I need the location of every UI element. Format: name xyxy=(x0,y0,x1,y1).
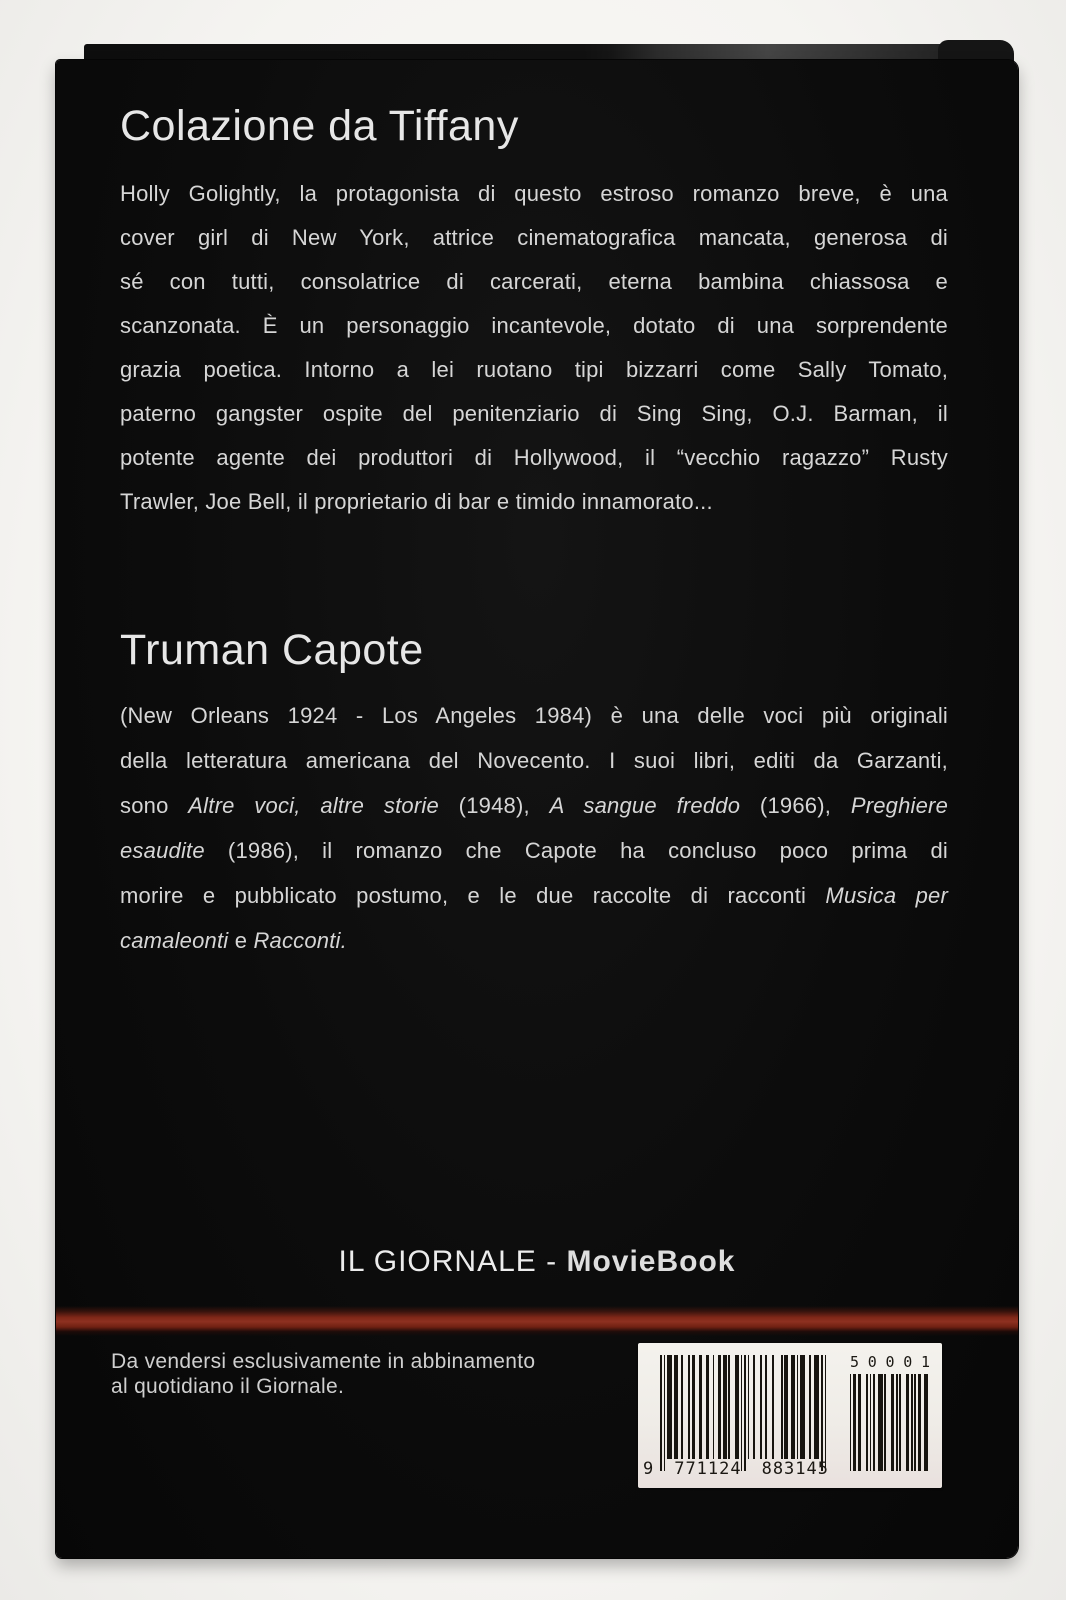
barcode-module xyxy=(926,1374,928,1471)
ean13-barcode xyxy=(643,1355,829,1480)
text-line: sono Altre voci, altre storie (1948), A sangue freddo (1966), Preghiere xyxy=(120,793,949,818)
synopsis-paragraph xyxy=(120,172,948,524)
ean13-first-digit: 9 xyxy=(643,1459,655,1479)
ean13-left-group: 771124 xyxy=(674,1459,742,1479)
imprint-separator: - xyxy=(546,1245,558,1278)
addon-bars xyxy=(848,1374,932,1471)
ean13-right-group: 883145 xyxy=(761,1459,829,1479)
addon-digits xyxy=(848,1353,932,1371)
text-line: camaleonti e Racconti. xyxy=(120,928,347,953)
addon-barcode xyxy=(848,1353,932,1471)
text-line: paterno gangster ospite del penitenziario di Sing Sing, O.J. Barman, il xyxy=(120,401,948,426)
author-bio-paragraph xyxy=(120,693,948,963)
barcode-label xyxy=(638,1343,942,1488)
series-name: MovieBook xyxy=(566,1245,736,1278)
text-line: Da vendersi esclusivamente in abbinamento xyxy=(111,1350,536,1373)
text-line: cover girl di New York, attrice cinematografica mancata, generosa di xyxy=(120,225,948,250)
text-line: grazia poetica. Intorno a lei ruotano tipi bizzarri come Sally Tomato, xyxy=(120,357,948,382)
addon-digit: 0 xyxy=(903,1353,913,1371)
publisher-imprint-line xyxy=(56,1245,1018,1279)
text-line: morire e pubblicato postumo, e le due raccolte di racconti Musica per xyxy=(120,883,949,908)
book-back-cover xyxy=(56,60,1018,1558)
addon-digit: 5 xyxy=(850,1353,860,1371)
text-line: potente agente dei produttori di Hollywood, il “vecchio ragazzo” Rusty xyxy=(120,445,948,470)
accent-stripe xyxy=(56,1306,1018,1336)
sale-notice xyxy=(111,1349,535,1399)
publisher-name: IL GIORNALE xyxy=(338,1245,537,1278)
text-line: Holly Golightly, la protagonista di questo estroso romanzo breve, è una xyxy=(120,181,948,206)
text-line: della letteratura americana del Novecento. I suoi libri, editi da Garzanti, xyxy=(120,748,948,773)
author-name-heading: Truman Capote xyxy=(120,626,424,674)
book-title: Colazione da Tiffany xyxy=(120,102,519,150)
addon-digit: 0 xyxy=(885,1353,895,1371)
text-line: esaudite (1986), il romanzo che Capote ha concluso poco prima di xyxy=(120,838,948,863)
addon-digit: 1 xyxy=(920,1353,930,1371)
text-line: (New Orleans 1924 - Los Angeles 1984) è una delle voci più originali xyxy=(120,703,948,728)
text-line: al quotidiano il Giornale. xyxy=(111,1375,345,1398)
addon-digit: 0 xyxy=(867,1353,877,1371)
ean13-bars xyxy=(660,1355,827,1471)
barcode-module xyxy=(825,1355,827,1471)
text-line: sé con tutti, consolatrice di carcerati, eterna bambina chiassosa e xyxy=(120,269,948,294)
text-line: Trawler, Joe Bell, il proprietario di bar e timido innamorato... xyxy=(120,489,713,514)
ean13-digits xyxy=(643,1459,829,1479)
text-line: scanzonata. È un personaggio incantevole, dotato di una sorprendente xyxy=(120,313,948,338)
